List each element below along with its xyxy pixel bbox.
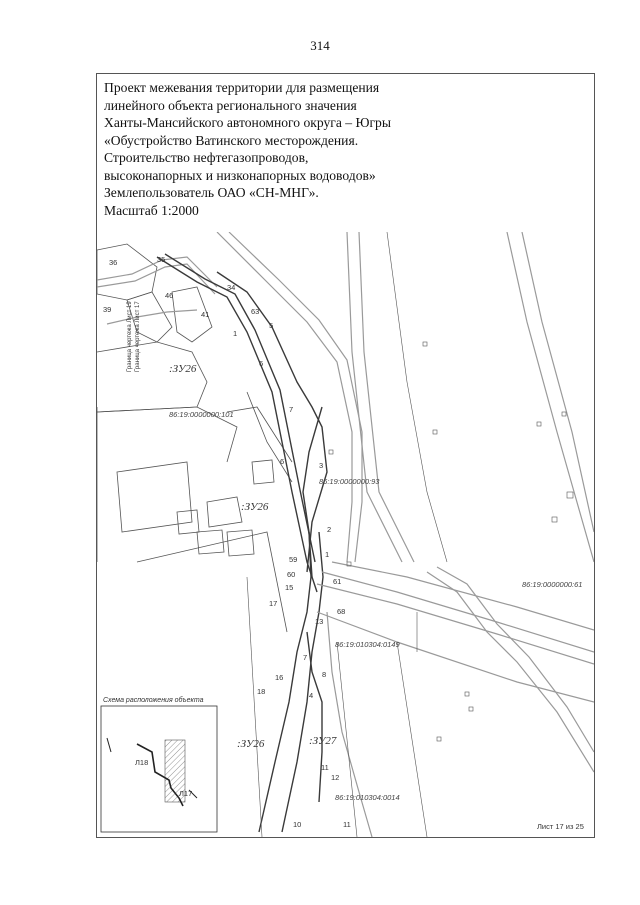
point-label: 36 bbox=[109, 258, 118, 267]
zone-label: :ЗУ26 bbox=[241, 501, 269, 513]
point-label: 15 bbox=[285, 583, 294, 592]
right-roads bbox=[217, 232, 594, 837]
cadastral-number: 86:19:010304:0014 bbox=[335, 793, 400, 802]
cadastral-number: 86:19:0000000:101 bbox=[169, 410, 234, 419]
cadastral-number: 86:19:0000000:61 bbox=[522, 580, 583, 589]
point-label: 13 bbox=[315, 617, 324, 626]
sheet-label: Лист 17 из 25 bbox=[537, 822, 584, 831]
title-line: линейного объекта регионального значения bbox=[104, 97, 357, 113]
point-label: 68 bbox=[337, 607, 346, 616]
point-label: 59 bbox=[289, 555, 298, 564]
point-label: 41 bbox=[201, 310, 210, 319]
point-label: 35 bbox=[157, 255, 166, 264]
point-label: 16 bbox=[275, 673, 284, 682]
location-inset bbox=[101, 706, 217, 832]
zone-label: :ЗУ27 bbox=[309, 735, 337, 747]
point-label: 7 bbox=[289, 405, 294, 414]
inset-title: Схема расположения объекта bbox=[103, 697, 204, 704]
match-line-label: Граница чертежа Лист 19 bbox=[127, 301, 133, 372]
point-label: 46 bbox=[165, 291, 174, 300]
title-line: Проект межевания территории для размещения bbox=[104, 80, 380, 95]
point-label: 2 bbox=[327, 525, 332, 534]
cadastral-number: 86:19:010304:0149 bbox=[335, 640, 400, 649]
title-line: Землепользователь ОАО «СН-МНГ». bbox=[104, 185, 319, 200]
inset-sheet-label: Л18 bbox=[135, 758, 149, 767]
title-line: Строительство нефтегазопроводов, bbox=[104, 150, 309, 165]
point-label: 4 bbox=[309, 691, 314, 700]
point-label: 12 bbox=[331, 773, 340, 782]
zone-label: :ЗУ26 bbox=[237, 738, 265, 750]
point-label: 61 bbox=[333, 577, 342, 586]
point-label: 39 bbox=[103, 305, 112, 314]
point-label: 8 bbox=[322, 670, 327, 679]
title-line: высоконапорных и низконапорных водоводов» bbox=[104, 167, 376, 183]
page-number: 314 bbox=[310, 38, 330, 53]
point-label: 1 bbox=[325, 550, 330, 559]
title-line: Ханты-Мансийского автономного округа – Югры bbox=[104, 115, 391, 130]
point-label: 63 bbox=[251, 307, 260, 316]
cadastral-number: 86:19:0000000:93 bbox=[319, 477, 380, 486]
title-block bbox=[104, 79, 584, 219]
point-label: 11 bbox=[321, 763, 329, 772]
terrain-marks bbox=[329, 342, 573, 741]
point-label: 6 bbox=[280, 457, 285, 466]
point-label: 7 bbox=[303, 653, 308, 662]
point-label: 17 bbox=[269, 599, 278, 608]
point-label: 6 bbox=[259, 359, 264, 368]
point-label: 18 bbox=[257, 687, 266, 696]
scale-label: Масштаб 1:2000 bbox=[104, 202, 199, 218]
point-label: 34 bbox=[227, 283, 236, 292]
zone-label: :ЗУ26 bbox=[169, 363, 197, 375]
inset-sheet-label: Л17 bbox=[179, 789, 193, 798]
title-line: «Обустройство Ватинского месторождения. bbox=[104, 132, 359, 148]
point-label: 60 bbox=[287, 570, 296, 579]
map-area[interactable] bbox=[97, 232, 594, 837]
point-label: 1 bbox=[233, 329, 238, 338]
match-line-label: Граница чертежа Лист 17 bbox=[135, 301, 141, 372]
point-label: 11 bbox=[343, 820, 351, 829]
parcel-boundaries-right bbox=[247, 232, 447, 837]
point-label: 3 bbox=[319, 461, 324, 470]
point-label: 10 bbox=[293, 820, 302, 829]
map-canvas bbox=[97, 232, 594, 837]
point-label: 5 bbox=[269, 321, 274, 330]
